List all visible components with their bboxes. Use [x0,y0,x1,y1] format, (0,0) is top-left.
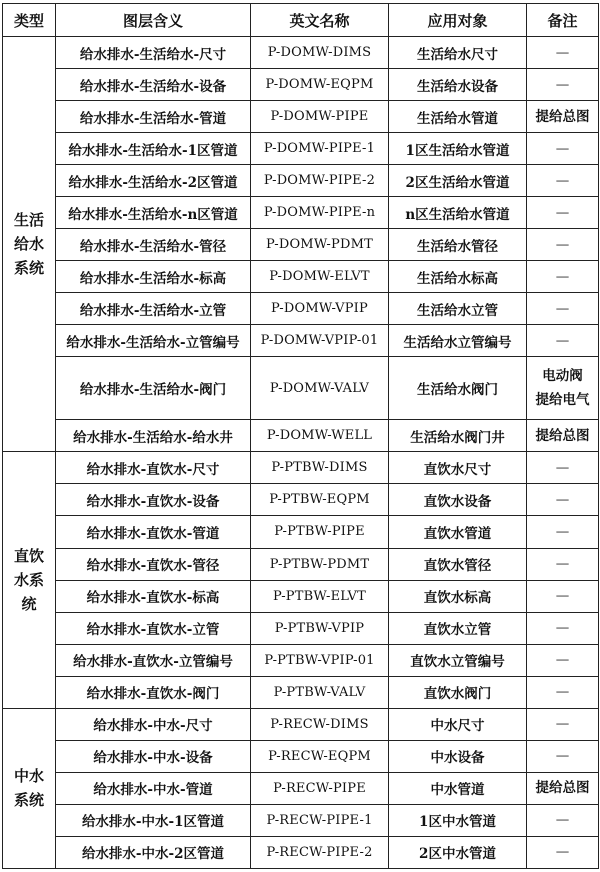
layer-meaning-cell: 给水排水-中水-2区管道 [56,836,251,868]
remarks-cell [527,772,599,804]
table-row [3,772,599,804]
english-name-cell: P-DOMW-PIPE-2 [251,165,389,197]
english-name-cell: P-DOMW-WELL [251,420,389,452]
layer-meaning-cell: 给水排水-中水-设备 [56,740,251,772]
header-category: 类型 [3,4,56,37]
layer-meaning-cell: 给水排水-生活给水-尺寸 [56,37,251,69]
remark-line: — [555,268,570,285]
remarks-cell [527,580,599,612]
remark-line: 提给电气 [535,392,590,409]
english-name-cell: P-DOMW-PIPE-1 [251,133,389,165]
application-cell: 生活给水立管 [389,293,527,325]
layer-meaning-cell: 给水排水-直饮水-设备 [56,484,251,516]
english-name-cell: P-PTBW-VPIP-01 [251,644,389,676]
remark-line: — [555,300,570,317]
remarks-cell [527,708,599,740]
remarks-cell [527,37,599,69]
category-cell [3,452,56,708]
remark-line: — [555,684,570,701]
application-cell: 生活给水管径 [389,229,527,261]
remarks-cell [527,452,599,484]
english-name-cell: P-DOMW-VPIP [251,293,389,325]
layer-meaning-cell: 给水排水-生活给水-2区管道 [56,165,251,197]
english-name-cell: P-PTBW-EQPM [251,484,389,516]
remark-line: — [555,76,570,93]
category-line: 直饮 [13,547,44,566]
layer-meaning-cell: 给水排水-直饮水-尺寸 [56,452,251,484]
table-row [3,357,599,420]
category-line: 给水 [13,235,44,254]
table-row [3,580,599,612]
english-name-cell: P-PTBW-VALV [251,676,389,708]
table-row [3,708,599,740]
english-name-cell: P-RECW-EQPM [251,740,389,772]
category-cell [3,37,56,452]
english-name-cell: P-DOMW-VALV [251,357,389,420]
remark-line: 提给总图 [535,427,590,444]
layer-meaning-cell: 给水排水-生活给水-立管 [56,293,251,325]
remarks-cell [527,836,599,868]
header-layer-meaning: 图层含义 [56,4,251,37]
remark-line: — [555,172,570,189]
application-cell: 生活给水阀门井 [389,420,527,452]
table-row [3,452,599,484]
remark-line: — [555,459,570,476]
remark-line: — [555,44,570,61]
english-name-cell: P-PTBW-VPIP [251,612,389,644]
english-name-cell: P-DOMW-EQPM [251,69,389,101]
table-body [3,37,599,869]
layer-meaning-cell: 给水排水-生活给水-n区管道 [56,197,251,229]
category-line: 系统 [13,259,44,278]
application-cell: 直饮水立管编号 [389,644,527,676]
english-name-cell: P-DOMW-PIPE-n [251,197,389,229]
layer-meaning-cell: 给水排水-直饮水-管径 [56,548,251,580]
english-name-cell: P-PTBW-DIMS [251,452,389,484]
table-row [3,484,599,516]
application-cell: 中水尺寸 [389,708,527,740]
table-row [3,420,599,452]
application-cell: 直饮水阀门 [389,676,527,708]
header-english-name: 英文名称 [251,4,389,37]
header-application: 应用对象 [389,4,527,37]
table-row [3,197,599,229]
layer-meaning-cell: 给水排水-生活给水-管径 [56,229,251,261]
table-row [3,261,599,293]
remarks-cell [527,644,599,676]
table-row [3,325,599,357]
table-row [3,37,599,69]
layer-meaning-cell: 给水排水-直饮水-立管 [56,612,251,644]
english-name-cell: P-DOMW-DIMS [251,37,389,69]
remark-line: — [555,204,570,221]
english-name-cell: P-DOMW-ELVT [251,261,389,293]
layer-meaning-cell: 给水排水-中水-管道 [56,772,251,804]
application-cell: 中水设备 [389,740,527,772]
layer-meaning-cell: 给水排水-生活给水-标高 [56,261,251,293]
english-name-cell: P-PTBW-PDMT [251,548,389,580]
remark-line: — [555,140,570,157]
layer-meaning-cell: 给水排水-生活给水-给水井 [56,420,251,452]
category-cell [3,708,56,868]
application-cell: n区生活给水管道 [389,197,527,229]
remarks-cell [527,420,599,452]
remarks-cell [527,69,599,101]
table-row [3,548,599,580]
remark-line: 提给总图 [535,780,590,797]
header-row [3,4,599,37]
application-cell: 1区生活给水管道 [389,133,527,165]
remarks-cell [527,516,599,548]
layer-meaning-cell: 给水排水-中水-1区管道 [56,804,251,836]
table-row [3,229,599,261]
table-row [3,836,599,868]
application-cell: 生活给水管道 [389,101,527,133]
table-row [3,644,599,676]
application-cell: 生活给水立管编号 [389,325,527,357]
application-cell: 中水管道 [389,772,527,804]
table-row [3,133,599,165]
application-cell: 直饮水尺寸 [389,452,527,484]
layer-meaning-cell: 给水排水-直饮水-阀门 [56,676,251,708]
remarks-cell [527,804,599,836]
application-cell: 生活给水尺寸 [389,37,527,69]
remarks-cell [527,197,599,229]
category-line: 系统 [13,791,44,810]
layer-meaning-cell: 给水排水-生活给水-1区管道 [56,133,251,165]
english-name-cell: P-RECW-PIPE-1 [251,804,389,836]
english-name-cell: P-RECW-DIMS [251,708,389,740]
layer-table [2,3,599,869]
application-cell: 直饮水管径 [389,548,527,580]
remark-line: — [555,556,570,573]
english-name-cell: P-PTBW-ELVT [251,580,389,612]
application-cell: 生活给水标高 [389,261,527,293]
header-remarks: 备注 [527,4,599,37]
english-name-cell: P-PTBW-PIPE [251,516,389,548]
layer-meaning-cell: 给水排水-直饮水-立管编号 [56,644,251,676]
english-name-cell: P-DOMW-VPIP-01 [251,325,389,357]
layer-meaning-cell: 给水排水-生活给水-设备 [56,69,251,101]
remarks-cell [527,357,599,420]
remark-line: 提给总图 [535,108,590,125]
remark-line: — [555,716,570,733]
layer-meaning-cell: 给水排水-生活给水-阀门 [56,357,251,420]
english-name-cell: P-RECW-PIPE [251,772,389,804]
remarks-cell [527,612,599,644]
remarks-cell [527,261,599,293]
remark-line: — [555,652,570,669]
category-line: 中水 [13,767,44,786]
remarks-cell [527,676,599,708]
table-row [3,101,599,133]
layer-meaning-cell: 给水排水-直饮水-标高 [56,580,251,612]
application-cell: 2区生活给水管道 [389,165,527,197]
table-row [3,676,599,708]
application-cell: 生活给水阀门 [389,357,527,420]
english-name-cell: P-DOMW-PIPE [251,101,389,133]
application-cell: 直饮水立管 [389,612,527,644]
category-line: 生活 [13,211,44,230]
remark-line: 电动阀 [542,368,583,385]
remarks-cell [527,133,599,165]
remark-line: — [555,491,570,508]
remarks-cell [527,484,599,516]
remark-line: — [555,620,570,637]
remarks-cell [527,293,599,325]
remarks-cell [527,229,599,261]
remark-line: — [555,812,570,829]
application-cell: 直饮水设备 [389,484,527,516]
category-line: 统 [21,595,37,614]
application-cell: 2区中水管道 [389,836,527,868]
application-cell: 1区中水管道 [389,804,527,836]
remarks-cell [527,101,599,133]
layer-meaning-cell: 给水排水-中水-尺寸 [56,708,251,740]
table-row [3,165,599,197]
english-name-cell: P-RECW-PIPE-2 [251,836,389,868]
remark-line: — [555,523,570,540]
table-row [3,804,599,836]
layer-meaning-cell: 给水排水-直饮水-管道 [56,516,251,548]
remark-line: — [555,332,570,349]
remark-line: — [555,236,570,253]
table-row [3,740,599,772]
table-row [3,612,599,644]
remark-line: — [555,844,570,861]
remarks-cell [527,325,599,357]
application-cell: 生活给水设备 [389,69,527,101]
table-row [3,516,599,548]
remarks-cell [527,740,599,772]
table-row [3,69,599,101]
application-cell: 直饮水管道 [389,516,527,548]
remark-line: — [555,588,570,605]
application-cell: 直饮水标高 [389,580,527,612]
layer-meaning-cell: 给水排水-生活给水-管道 [56,101,251,133]
english-name-cell: P-DOMW-PDMT [251,229,389,261]
table-row [3,293,599,325]
remarks-cell [527,165,599,197]
layer-meaning-cell: 给水排水-生活给水-立管编号 [56,325,251,357]
remark-line: — [555,748,570,765]
remarks-cell [527,548,599,580]
category-line: 水系 [13,571,44,590]
